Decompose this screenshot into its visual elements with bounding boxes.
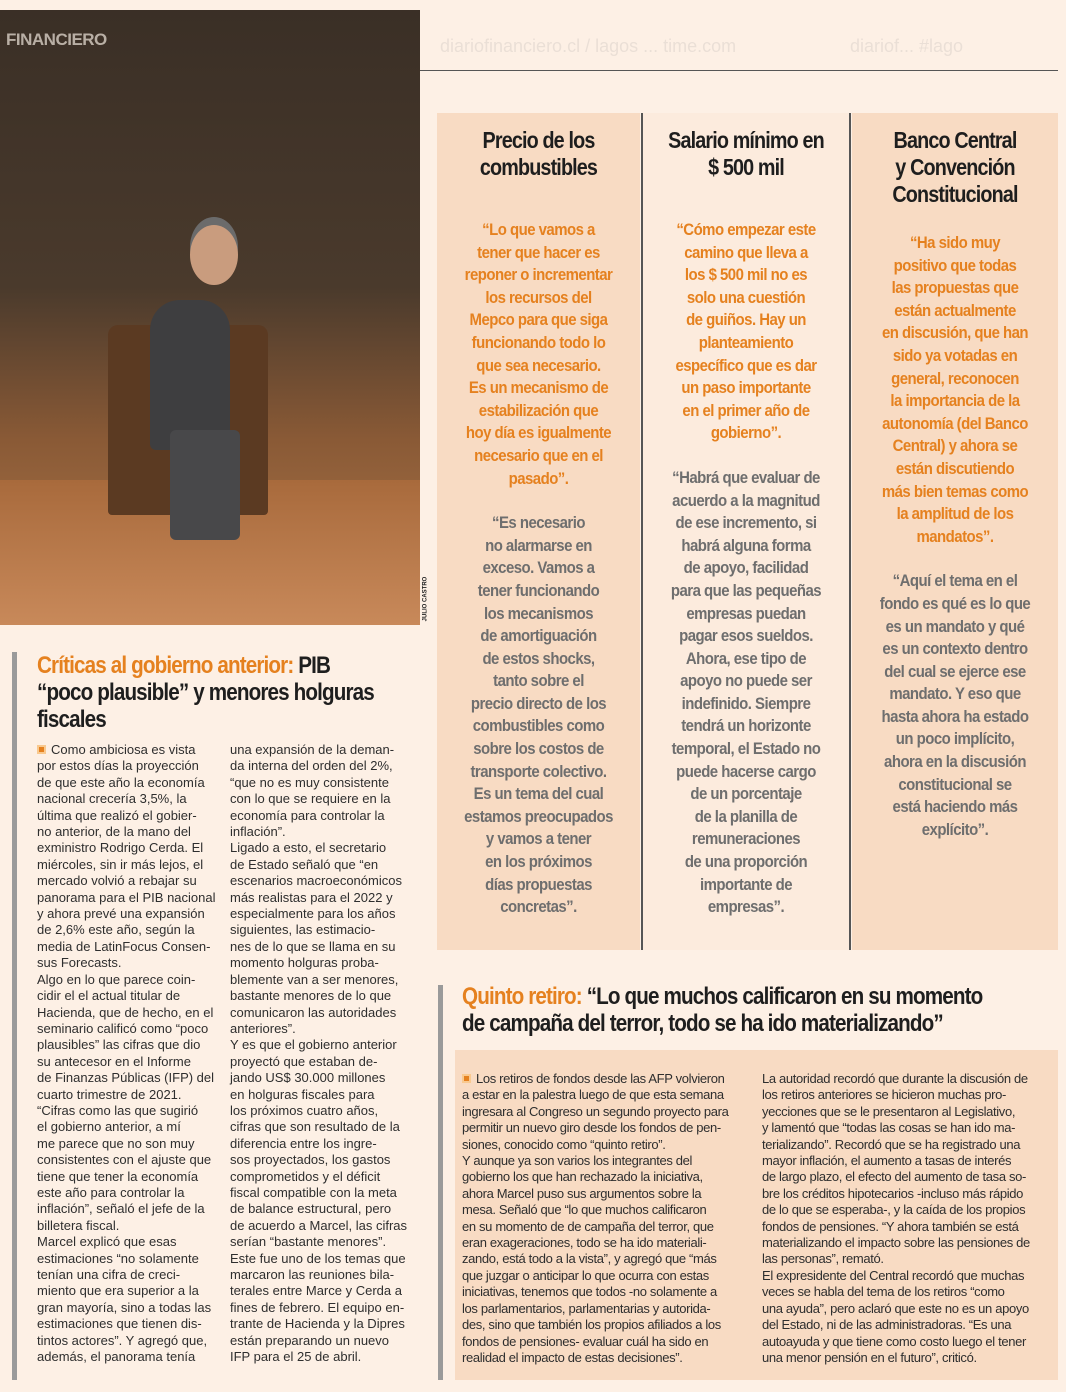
photo-credit: [421, 578, 431, 626]
headline-text: “Lo que muchos calificaron en su momento de campaña del terror, todo se ha ido materializando”: [462, 983, 983, 1037]
quote-text-highlight: “Ha sido muy positivo que todas las propuestas que están actualmente en discusión, que han sido ya votadas en general, reconocen la importancia de la autonomía (del Banco Central) y ahora se están discutiendo más bien temas como la amplitud de los mandatos”.: [881, 233, 1029, 546]
quote-heading: Precio de los combustibles: [479, 127, 598, 180]
quote-text-highlight: “Lo que vamos a tener que hacer es reponer o incrementar los recursos del Mepco para que siga funcionando todo lo que sea necesario. Es un mecanismo de estabilización que hoy día es igualmente necesario que en el pasado”.: [464, 220, 613, 488]
article-body-column: [462, 1071, 758, 1366]
watermark: diariofinanciero.cl / lagos ... time.com: [440, 36, 737, 56]
side-table: [0, 405, 40, 565]
article-side-bar: [438, 985, 443, 1380]
quote-text: “Es necesario no alarmarse en exceso. Vamos a tener funcionando los mecanismos de amortiguación de estos shocks, tanto sobre el precio directo de los combustibles como sobre los costos de transporte colectivo. Es un tema del cual estamos preocupados y vamos a tener en los próximos días propuestas concretas”.: [464, 513, 613, 917]
quote-text-highlight: “Cómo empezar este camino que lleva a los $ 500 mil no es solo una cuestión de guiños. Hay un planteamiento específico que es dar un paso importante en el primer año de gobierno”.: [675, 220, 817, 443]
watermark: diariof... #lago: [850, 36, 964, 56]
body-text: Los retiros de fondos desde las AFP volvieron a estar en la palestra luego de que esta semana ingresara al Congreso un segundo proyecto para permitir un nuevo giro desde los fondos de pen- siones, conocido como “quinto retiro”. Y aunque ya son varios los integrantes del gobierno los que han rechazado la iniciativa, ahora Marcel puso sus argumentos sobre la mesa. Señaló que “lo que muchos calificaron en su momento de de campaña del terror, que eran exageraciones, todo se ha ido materiali- zando, está todo a la vista”, y agregó que “más que juzgar o anticipar lo que ocurra con estas iniciativas, tenemos que todos -no solamente a los parlamentarios, parlamentarias y autorida- des, sino que también los propios afiliados a los fondos de pensiones- evaluar cuál ha sido en realidad el impacto de estas decisiones”.: [462, 1071, 729, 1365]
body-text: una expansión de la deman- da interna del orden del 2%, “que no es muy consistente con lo que se requiere en la economía para controlar la inflación”. Ligado a esto, el secretario de Estado señaló que “en escenarios macroeconómicos más realistas para el 2022 y especialmente para los años siguientes, las estimacio- nes de lo que se llama en su momento holguras proba- blemente van a ser menores, bastante menores de lo que comunicaron las autoridades anteriores”. Y es que el gobierno anterior proyectó que estaban de- jando US$ 30.000 millones en holguras fiscales para los próximos cuatro años, cifras que son resultado de la diferencia entre los ingre- sos proyectados, los gastos comprometidos y el déficit fiscal compatible con la meta de balance estructural, pero de acuerdo a Marcel, las cifras serían “bastante menores”. Este fue uno de los temas que marcaron las reuniones bila- terales entre Marce y Cerda a fines de febrero. El equipo en- trante de Hacienda y la Dipres están preparando un nuevo IFP para el 25 de abril.: [230, 742, 408, 1365]
quote-column-central-bank: [852, 113, 1058, 950]
headline-kicker: Críticas al gobierno anterior:: [37, 652, 294, 679]
quote-heading: Salario mínimo en $ 500 mil: [668, 127, 824, 180]
quote-column-minimum-wage: [641, 113, 851, 950]
photo-credit-text: JULIO CASTRO: [422, 576, 429, 622]
event-logo: FINANCIERO: [6, 30, 107, 49]
quote-column-fuel: [437, 113, 640, 950]
article-headline: [462, 983, 995, 1037]
article-body-column: [230, 742, 415, 1365]
person-torso: [150, 300, 230, 450]
article-body-column: [762, 1071, 1058, 1366]
quote-text: “Habrá que evaluar de acuerdo a la magnitud de ese incremento, si habrá alguna forma de apoyo, facilidad para que las pequeñas empresas puedan pagar esos sueldos. Ahora, ese tipo de apoyo no puede ser indefinido. Siempre tendrá un horizonte temporal, el Estado no puede hacerse cargo de un porcentaje de la planilla de remuneraciones de una proporción importante de empresas”.: [670, 467, 822, 917]
article-headline: [37, 652, 381, 733]
photo-minister-seated: [0, 10, 420, 625]
headline-text: PIB “poco plausible” y menores holguras fiscales: [37, 652, 374, 733]
quote-text: “Aquí el tema en el fondo es qué es lo que es un mandato y qué es un contexto dentro del cual se ejerce ese mandato. Y eso que hasta ahora ha estado un poco implícito, ahora en la discusión constitucional se está haciendo más explícito”.: [879, 571, 1031, 839]
headline-kicker: Quinto retiro:: [462, 983, 582, 1010]
divider-line: [420, 70, 1058, 71]
body-text: La autoridad recordó que durante la discusión de los retiros anteriores se hicieron muchas pro- yecciones que se le presentaron al Legislativo, y lamentó que “todas las cosas se han ido ma- terializando”. Recordó que se ha registrado una mayor inflación, el aumento a tasas de interés de largo plazo, el efecto del aumento de tasa so- bre los créditos hipotecarios -incluso más rápido de lo que se esperaba-, y la caída de los propios fondos de pensiones. “Y ahora también se está materializando el impacto sobre las pensiones de las personas”, remató. El expresidente del Central recordó que muchas veces se habla del tema de los retiros “como una ayuda”, pero aclaró que este no es un apoyo del Estado, ni de las administradoras. “Es una autoayuda y que tiene como costo luego el tener una menor pensión en el futuro”, criticó.: [762, 1071, 1030, 1365]
person-head: [190, 225, 238, 285]
body-text: Como ambiciosa es vista por estos días la proyección de que este año la economía nacional crecería 3,5%, la última que realizó el gobier- no anterior, de la mano del exministro Rodrigo Cerda. El miércoles, sin ir más lejos, el mercado volvió a rebajar su panorama para el PIB nacional y ahora prevé una expansión de 2,6% este año, según la media de LatinFocus Consen- sus Forecasts. Algo en lo que parece coin- cidir el el actual titular de Hacienda, que de hecho, en el seminario calificó como “poco plausibles” las cifras que dio su antecesor en el Informe de Finanzas Públicas (IFP) del cuarto trimestre de 2021. “Cifras como las que sugirió el gobierno anterior, a mí me parece que no son muy consistentes con el ajuste que tiene que tener la economía este año para controlar la inflación”, señaló el jefe de la billetera fiscal. Marcel explicó que esas estimaciones “no solamente tenían una cifra de creci- miento que era superior a la gran mayoría, sino a todas las estimaciones que tienen dis- tintos actores”. Y agregó que, además, el panorama tenía: [37, 742, 216, 1365]
quote-heading: Banco Central y Convención Constitucional: [892, 127, 1018, 207]
bullet-square-icon: [37, 745, 46, 754]
person-legs: [170, 430, 240, 540]
article-body-column: [37, 742, 225, 1365]
article-side-bar: [12, 652, 17, 1380]
bullet-square-icon: [462, 1074, 471, 1083]
